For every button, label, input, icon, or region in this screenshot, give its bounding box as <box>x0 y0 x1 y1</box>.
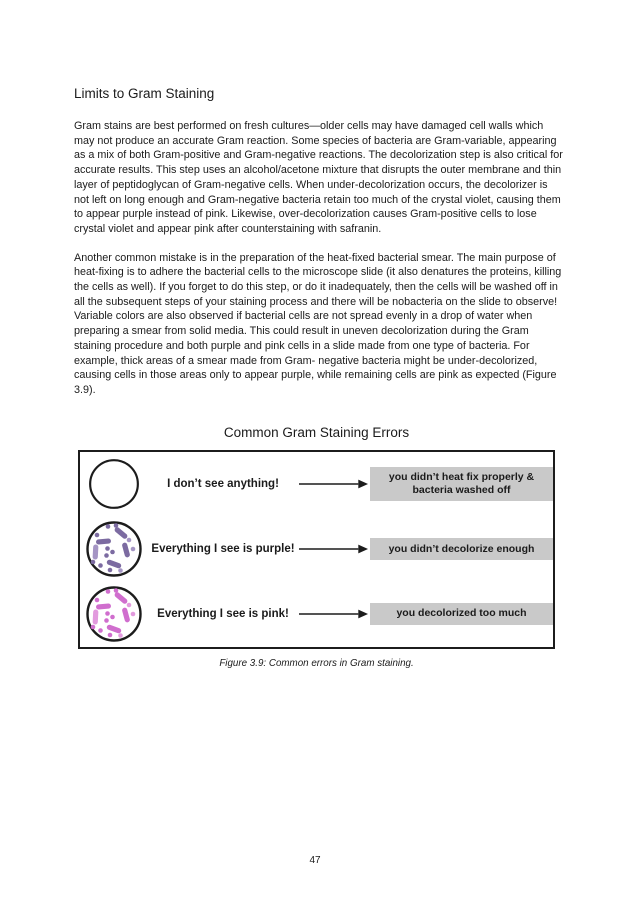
page-number: 47 <box>309 855 321 866</box>
figure-row-all-pink <box>80 582 553 646</box>
cause-box: you decolorized too much <box>370 603 553 625</box>
observation-label: Everything I see is pink! <box>157 607 289 620</box>
figure-row-no-cells <box>80 452 553 516</box>
body-paragraph-2: Another common mistake is in the preparation of the heat-fixed bacterial smear. The main purpose of heat-fixing is to adhere the bacterial cells to the microscope slide (it also denatures the proteins, killing the cells as well). If you forget to do this step, or do it inadequately, then the cells will be washed off in all the subsequent steps of your staining process and there will be nobacteria on the slide to observe! Variable colors are also observed if bacterial cells are not spread evenly in a drop of water when preparing a smear from solid media. This could result in uneven decolorization during the Gram staining procedure and both purple and pink cells in a slide made from one type of bacteria. For example, thick areas of a smear made from Gram- negative bacteria might be under-decolorized, causing cells in those areas only to appear purple, while remaining cells are pink as expected (Figure 3.9). <box>74 251 562 396</box>
observation-label: Everything I see is purple! <box>151 543 295 556</box>
cause-box: you didn’t heat fix properly & bacteria washed off <box>370 467 553 501</box>
section-heading: Limits to Gram Staining <box>74 86 215 101</box>
page-content <box>0 86 630 669</box>
slide-circle-pink-bacteria-icon <box>80 584 148 644</box>
cause-box: you didn’t decolorize enough <box>370 538 553 560</box>
slide-circle-empty-icon <box>80 457 148 511</box>
slide-circle-purple-bacteria-icon <box>80 519 148 579</box>
arrow-right-icon <box>298 478 370 490</box>
figure-title: Common Gram Staining Errors <box>223 424 410 440</box>
figure-row-all-purple <box>80 517 553 581</box>
observation-label: I don’t see anything! <box>167 478 279 491</box>
figure-caption: Figure 3.9: Common errors in Gram staining. <box>219 657 414 669</box>
arrow-right-icon <box>298 543 370 555</box>
body-paragraph-1: Gram stains are best performed on fresh cultures—older cells may have damaged cell walls which may not produce an accurate Gram reaction. Some species of bacteria are Gram-variable, appearing as a mix of both Gram-positive and Gram-negative reactions. The decolorization step is also critical for accurate results. This step uses an alcohol/acetone mixture that disrupts the outer membrane and thin layer of peptidoglycan of Gram-negative cells. When under-decolorization occurs, the decolorizer is not left on long enough and Gram-negative bacteria retain too much of the crystal violet, causing them to appear purple instead of pink. Likewise, over-decolorization causes Gram-positive cells to lose crystal violet and appear pink after counterstaining with safranin. <box>74 120 563 235</box>
arrow-right-icon <box>298 608 370 620</box>
figure-box <box>78 450 555 649</box>
